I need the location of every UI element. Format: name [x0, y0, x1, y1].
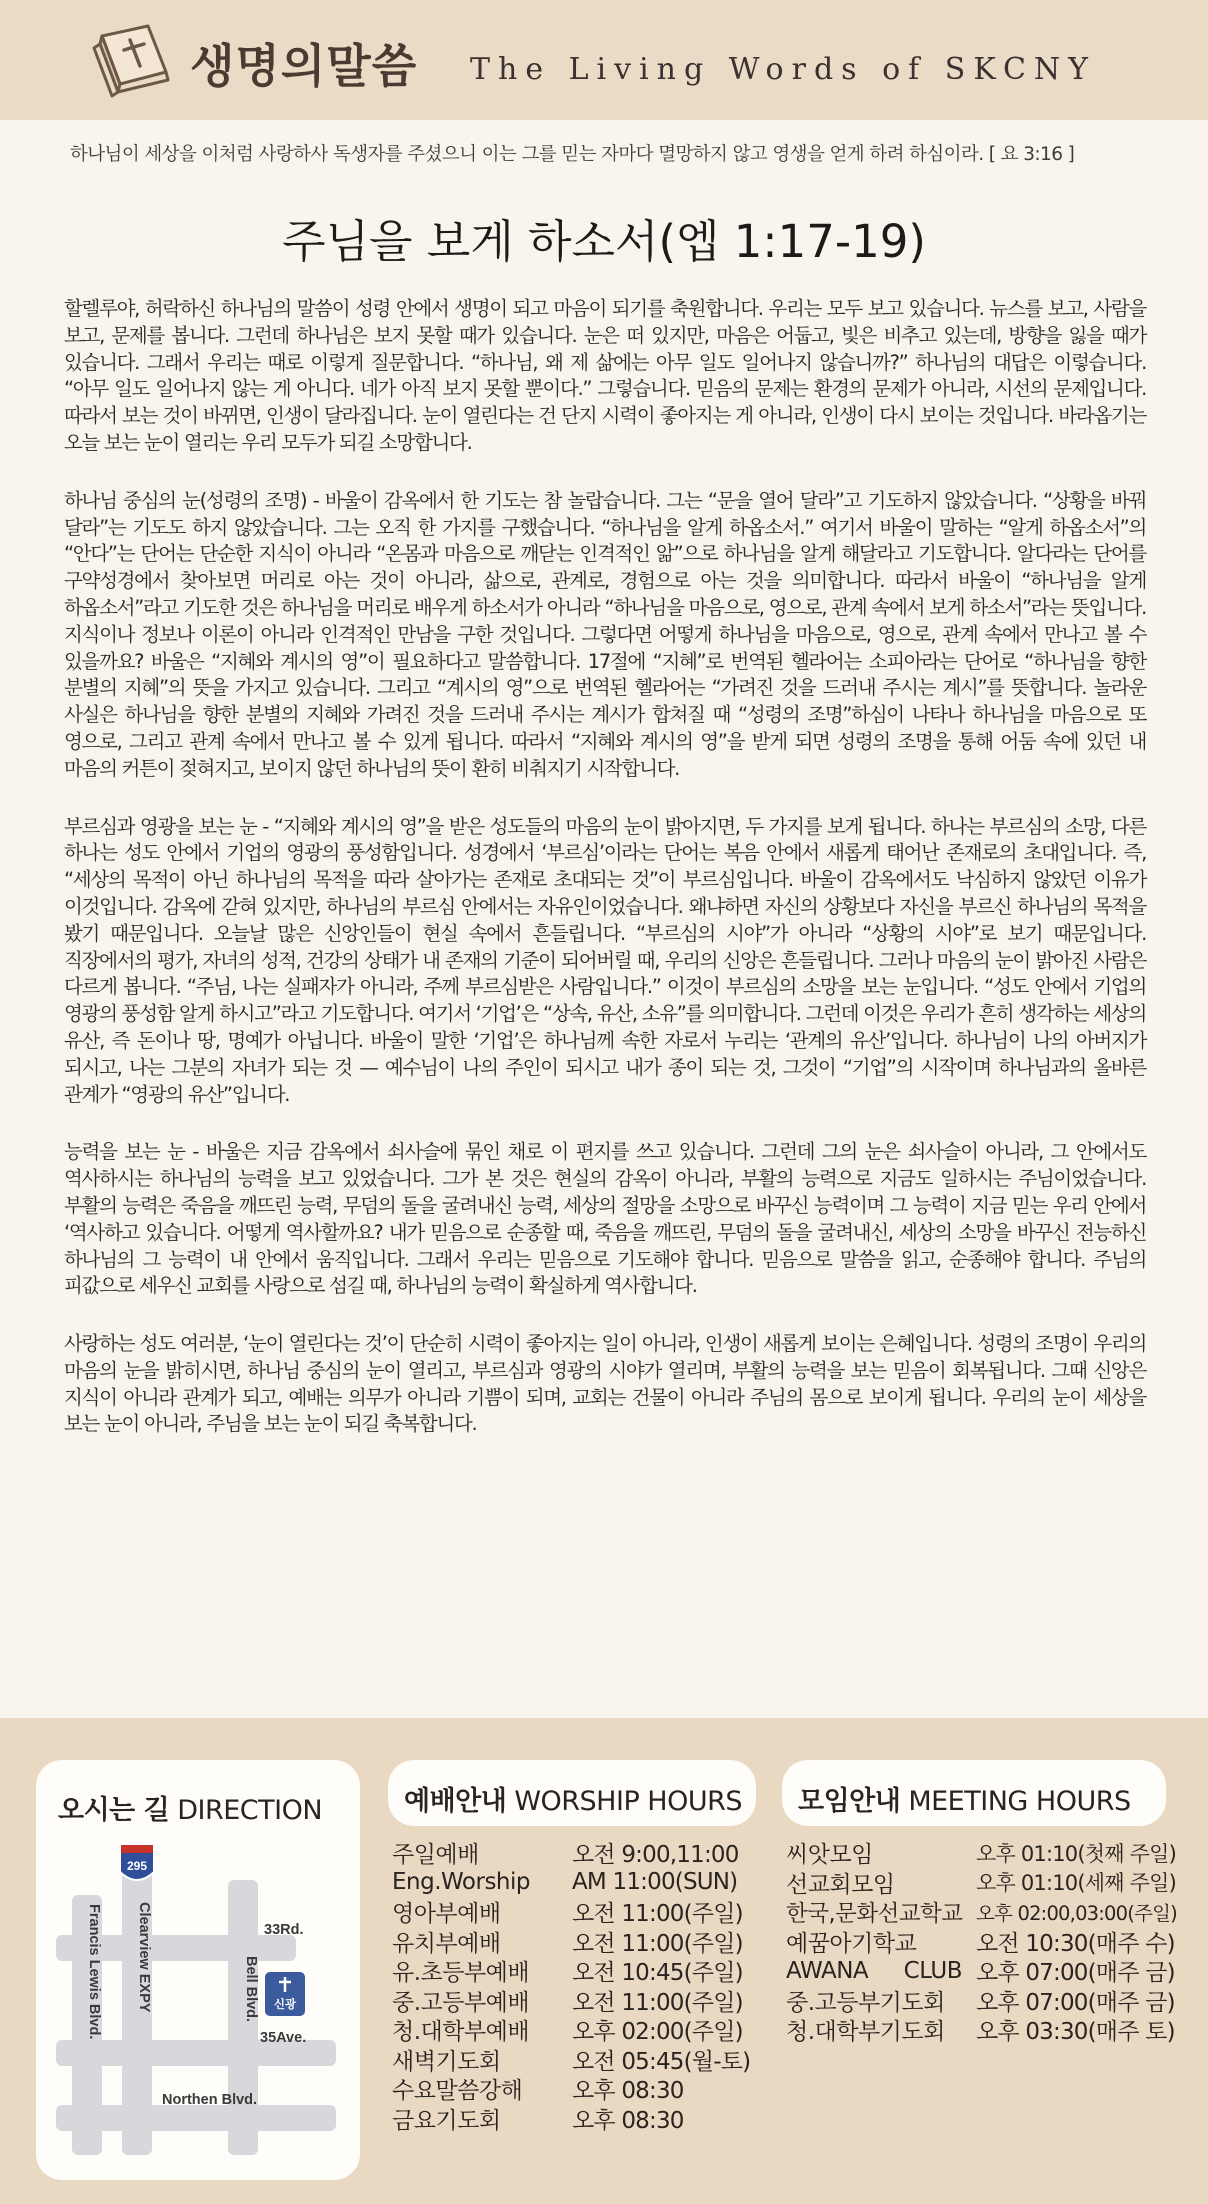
schedule-row — [392, 1927, 762, 1957]
schedule-time: 오전 11:00(주일) — [572, 1989, 743, 2016]
schedule-label: 새벽기도회 — [392, 2048, 501, 2075]
direction-title-ko: 오시는 길 — [58, 1795, 170, 1826]
schedule-time: 오전 10:30(매주 수) — [976, 1930, 1175, 1957]
schedule-time: 오전 11:00(주일) — [572, 1901, 743, 1928]
schedule-label: 청.대학부기도회 — [786, 2019, 945, 2046]
direction-title — [58, 1788, 322, 1827]
schedule-row — [786, 1897, 1176, 1927]
sermon-paragraph: 할렐루야, 허락하신 하나님의 말씀이 성령 안에서 생명이 되고 마음이 되기를 축원합니다. 우리는 모두 보고 있습니다. 뉴스를 보고, 사람을 보고, 문제를 봅니다. 그런데 하나님은 보지 못할 때가 있습니다. 눈은 떠 있지만, 마음은 어둡고, 빛은 비추고 있는데, 방향을 잃을 때가 있습니다. 그래서 우리는 때로 이렇게 질문합니다. “하나님, 왜 제 삶에는 아무 일도 일어나지 않습니까?” 하나님의 대답은 이렇습니다. “아무 일도 일어나지 않는 게 아니다. 네가 아직 보지 못할 뿐이다.” 그렇습니다. 믿음의 문제는 환경의 문제가 아니라, 시선의 문제입니다. 따라서 보는 것이 바뀌면, 인생이 달라집니다. 눈이 열린다는 건 단지 시력이 좋아지는 게 아니라, 인생이 다시 보이는 것입니다. 바라옵기는 오늘 보는 눈이 열리는 우리 모두가 되길 소망합니다. — [64, 297, 1146, 454]
schedule-time: 오후 08:30 — [572, 2078, 684, 2105]
schedule-row — [392, 2015, 762, 2045]
schedule-row — [392, 1868, 762, 1898]
schedule-label: 유.초등부예배 — [392, 1960, 530, 1987]
schedule-label: Eng.Worship — [392, 1869, 530, 1896]
meeting-hours-list — [786, 1838, 1176, 2045]
schedule-time: 오후 01:10(세째 주일) — [976, 1871, 1176, 1896]
sermon-paragraph: 부르심과 영광을 보는 눈 - “지혜와 계시의 영”을 받은 성도들의 마음의 눈이 밝아지면, 두 가지를 보게 됩니다. 하나는 부르심의 소망, 다른 하나는 성도 안에서 기업의 영광의 풍성함입니다. 성경에서 ‘부르심’이라는 단어는 복음 안에서 새롭게 태어난 존재로의 초대입니다. 즉, “세상의 목적이 아닌 하나님의 목적을 따라 살아가는 존재로 초대되는 것”이 부르심입니다. 바울이 감옥에서도 낙심하지 않았던 이유가 이것입니다. 감옥에 갇혀 있지만, 하나님의 부르심 안에서는 자유인이었습니다. 왜냐하면 자신의 상황보다 자신을 부르신 하나님의 목적을 봤기 때문입니다. 오늘날 많은 신앙인들이 현실 속에서 흔들립니다. “부르심의 시야”가 아니라 “상황의 시야”로 보기 때문입니다. 직장에서의 평가, 자녀의 성적, 건강의 상태가 내 존재의 기준이 되어버릴 때, 우리의 신앙은 흔들립니다. 그러나 마음의 눈이 밝아진 사람은 다르게 봅니다. “주님, 나는 실패자가 아니라, 주께 부르심받은 사람입니다.” 이것이 부르심의 소망을 보는 눈입니다. “성도 안에서 기업의 영광의 풍성함 알게 하시고”라고 기도합니다. 여기서 ‘기업’은 “상속, 유산, 소유”를 의미합니다. 그런데 이것은 우리가 흔히 생각하는 세상의 유산, 즉 돈이나 땅, 명예가 아닙니다. 바울이 말한 ‘기업’은 하나님께 속한 자로서 누리는 ‘관계의 유산’입니다. 하나님이 나의 아버지가 되시고, 나는 그분의 자녀가 되는 것 — 예수님이 나의 주인이 되시고 내가 종이 되는 것, 그것이 “기업”의 시작이며 하나님과의 올바른 관계가 “영광의 유산”입니다. — [64, 814, 1146, 1106]
meeting-title-en: MEETING HOURS — [908, 1786, 1131, 1817]
sermon-paragraph: 하나님 중심의 눈(성령의 조명) - 바울이 감옥에서 한 기도는 참 놀랍습니다. 그는 “문을 열어 달라”고 기도하지 않았습니다. “상황을 바꿔 달라”는 기도도 하지 않았습니다. 그는 오직 한 가지를 구했습니다. “하나님을 알게 하옵소서.” 여기서 바울이 말하는 “알게 하옵소서”의 “안다”는 단어는 단순한 지식이 아니라 “온몸과 마음으로 깨닫는 인격적인 앎”으로 하나님을 알게 해달라고 기도합니다. 알다라는 단어를 구약성경에서 찾아보면 머리로 아는 것이 아니라, 삶으로, 관계로, 경험으로 아는 것을 의미합니다. 따라서 바울이 “하나님을 알게 하옵소서”라고 기도한 것은 하나님을 머리로 배우게 하소서가 아니라 “하나님을 마음으로, 영으로, 관계 속에서 보게 하소서”라는 뜻입니다. 지식이나 정보나 이론이 아니라 인격적인 만남을 구한 것입니다. 그렇다면 어떻게 하나님을 마음으로, 영으로, 관계 속에서 만나고 볼 수 있을까요? 바울은 “지혜와 계시의 영”이 필요하다고 말씀합니다. 17절에 “지혜”로 번역된 헬라어는 소피아라는 단어로 “하나님을 향한 분별의 지혜”의 뜻을 가지고 있습니다. 그리고 “계시의 영”으로 번역된 헬라어는 “가려진 것을 드러내 주시는 계시”를 뜻합니다. 놀라운 사실은 하나님을 향한 분별의 지혜와 가려진 것을 드러내 주시는 계시가 합쳐질 때 “성령의 조명”하심이 나타나 하나님을 마음으로 또 영으로, 그리고 관계 속에서 만나고 볼 수 있게 됩니다. 따라서 “지혜와 계시의 영”을 받게 되면 성령의 조명을 통해 어둠 속에 있던 내 마음의 커튼이 젖혀지고, 보이지 않던 하나님의 뜻이 환히 비춰지기 시작합니다. — [64, 488, 1146, 780]
schedule-time: 오후 07:00(매주 금) — [976, 1989, 1175, 2016]
schedule-row — [392, 1897, 762, 1927]
meeting-hours-header — [782, 1760, 1166, 1826]
schedule-time: 오전 11:00(주일) — [572, 1930, 743, 1957]
bible-book-icon — [88, 14, 180, 106]
schedule-row — [786, 2015, 1176, 2045]
schedule-row — [392, 1956, 762, 1986]
meeting-title-ko: 모임안내 — [798, 1786, 901, 1817]
scripture-verse: 하나님이 세상을 이처럼 사랑하사 독생자를 주셨으니 이는 그를 믿는 자마다 멸망하지 않고 영생을 얻게 하려 하심이라. [ 요 3:16 ] — [70, 144, 1075, 165]
schedule-time: 오후 08:30 — [572, 2107, 684, 2134]
street-northern: Northen Blvd. — [162, 2092, 258, 2108]
sermon-body — [64, 296, 1146, 1469]
schedule-label: 수요말씀강해 — [392, 2078, 523, 2105]
schedule-label: 유치부예배 — [392, 1930, 501, 1957]
schedule-row — [392, 1838, 762, 1868]
schedule-time: 오후 03:30(매주 토) — [976, 2019, 1175, 2046]
header — [0, 0, 1208, 120]
schedule-label: 청.대학부예배 — [392, 2019, 530, 2046]
schedule-time: 오후 02:00,03:00(주일) — [976, 1901, 1177, 1925]
brand-english: The Living Words of SKCNY — [470, 52, 1096, 87]
direction-map — [50, 1840, 350, 2162]
street-33rd: 33Rd. — [264, 1922, 304, 1938]
footer-info — [0, 1718, 1208, 2204]
schedule-row — [786, 1838, 1176, 1868]
schedule-row — [786, 1956, 1176, 1986]
street-bell: Bell Blvd. — [243, 1956, 259, 2023]
schedule-time: AM 11:00(SUN) — [572, 1869, 738, 1896]
schedule-label: 한국,문화선교학교 — [786, 1900, 963, 1927]
schedule-row — [392, 2104, 762, 2134]
schedule-label: AWANA CLUB — [786, 1957, 962, 1984]
schedule-row — [786, 1927, 1176, 1957]
schedule-time: 오전 9:00,11:00 — [572, 1842, 739, 1869]
worship-title-ko: 예배안내 — [404, 1786, 507, 1817]
schedule-label: 금요기도회 — [392, 2107, 501, 2134]
worship-hours-title — [404, 1779, 742, 1818]
meeting-hours-title — [798, 1779, 1131, 1818]
schedule-label: 중.고등부기도회 — [786, 1989, 945, 2016]
schedule-row — [786, 1868, 1176, 1898]
schedule-label: 씨앗모임 — [786, 1842, 873, 1869]
brand-korean: 생명의말씀 — [190, 39, 418, 93]
church-mark-label: 신광 — [273, 1997, 297, 2011]
highway-label: 295 — [126, 1859, 148, 1873]
schedule-time: 오후 01:10(첫째 주일) — [976, 1841, 1176, 1866]
schedule-row — [392, 2074, 762, 2104]
direction-title-en: DIRECTION — [177, 1795, 323, 1826]
schedule-row — [392, 1986, 762, 2016]
worship-title-en: WORSHIP HOURS — [514, 1786, 743, 1817]
schedule-time: 오후 02:00(주일) — [572, 2019, 743, 2046]
street-clearview: Clearview EXPY — [136, 1902, 152, 2013]
direction-card — [36, 1760, 360, 2180]
sermon-paragraph: 사랑하는 성도 여러분, ‘눈이 열린다는 것’이 단순히 시력이 좋아지는 일이 아니라, 인생이 새롭게 보이는 은혜입니다. 성령의 조명이 우리의 마음의 눈을 밝히시면, 하나님 중심의 눈이 열리고, 부르심과 영광의 시야가 열리며, 부활의 능력을 보는 믿음이 회복됩니다. 그때 신앙은 지식이 아니라 관계가 되고, 예배는 의무가 아니라 기쁨이 되며, 교회는 건물이 아니라 주님의 몸으로 보이게 됩니다. 우리의 눈이 세상을 보는 눈이 아니라, 주님을 보는 눈이 되길 축복합니다. — [64, 1332, 1146, 1436]
schedule-row — [392, 2045, 762, 2075]
street-35ave: 35Ave. — [260, 2030, 307, 2046]
worship-hours-list — [392, 1838, 762, 2133]
street-francis-lewis: Francis Lewis Blvd. — [86, 1904, 102, 2040]
schedule-time: 오후 07:00(매주 금) — [976, 1960, 1175, 1987]
schedule-row — [786, 1986, 1176, 2016]
schedule-label: 영아부예배 — [392, 1901, 501, 1928]
schedule-label: 예꿈아기학교 — [786, 1930, 917, 1957]
worship-hours-header — [388, 1760, 756, 1826]
schedule-label: 선교회모임 — [786, 1871, 895, 1898]
sermon-paragraph: 능력을 보는 눈 - 바울은 지금 감옥에서 쇠사슬에 묶인 채로 이 편지를 쓰고 있습니다. 그런데 그의 눈은 쇠사슬이 아니라, 그 안에서도 역사하시는 하나님의 능력을 보고 있었습니다. 그가 본 것은 현실의 감옥이 아니라, 부활의 능력으로 지금도 일하시는 주님이었습니다. 부활의 능력은 죽음을 깨뜨린 능력, 무덤의 돌을 굴려내신 능력, 세상의 절망을 소망으로 바꾸신 능력이며 그 능력이 지금 믿는 우리 안에서 ‘역사하고 있습니다. 어떻게 역사할까요? 내가 믿음으로 순종할 때, 죽음을 깨뜨린, 무덤의 돌을 굴려내신, 세상의 소망을 바꾸신 전능하신 하나님의 그 능력이 내 안에서 움직입니다. 그래서 우리는 믿음으로 기도해야 합니다. 믿음으로 말씀을 읽고, 순종해야 합니다. 주님의 피값으로 세우신 교회를 사랑으로 섬길 때, 하나님의 능력이 확실하게 역사합니다. — [64, 1140, 1146, 1298]
schedule-label: 중.고등부예배 — [392, 1989, 530, 2016]
schedule-label: 주일예배 — [392, 1842, 479, 1869]
sermon-title: 주님을 보게 하소서(엡 1:17-19) — [282, 215, 926, 268]
schedule-time: 오전 10:45(주일) — [572, 1960, 743, 1987]
schedule-time: 오전 05:45(월-토) — [572, 2048, 751, 2075]
